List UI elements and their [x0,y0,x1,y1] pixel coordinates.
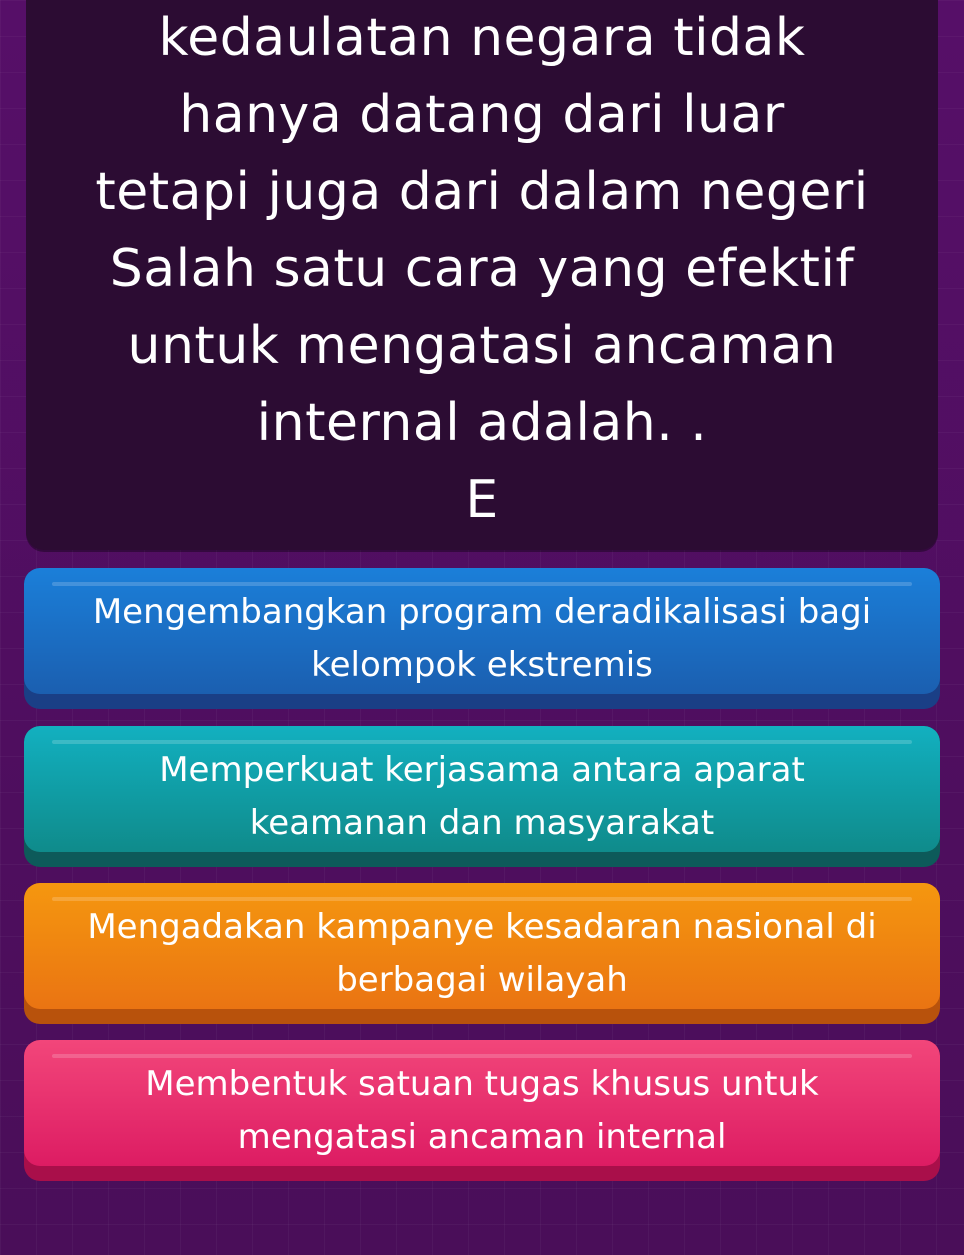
answer-option-label: Mengadakan kampanye kesadaran nasional di berbagai wilayah [87,907,877,1000]
answer-option-label: Memperkuat kerjasama antara aparat keamanan dan masyarakat [159,750,805,843]
answer-option-face [24,1040,940,1166]
question-card [26,0,938,550]
answer-option-face [24,568,940,694]
answer-option-label: Membentuk satuan tugas khusus untuk mengatasi ancaman internal [145,1064,819,1157]
answer-option-face [24,726,940,852]
answer-option-1[interactable] [24,568,940,709]
answer-option-3[interactable] [24,883,940,1024]
answer-option-4[interactable] [24,1040,940,1181]
answer-option-label: Mengembangkan program deradikalisasi bagi kelompok ekstremis [92,592,872,685]
answer-option-2[interactable] [24,726,940,867]
question-text: kedaulatan negara tidak hanya datang dari luar tetapi juga dari dalam negeri Salah satu cara yang efektif untuk mengatasi ancaman internal adalah. . E [95,8,869,530]
answer-option-face [24,883,940,1009]
